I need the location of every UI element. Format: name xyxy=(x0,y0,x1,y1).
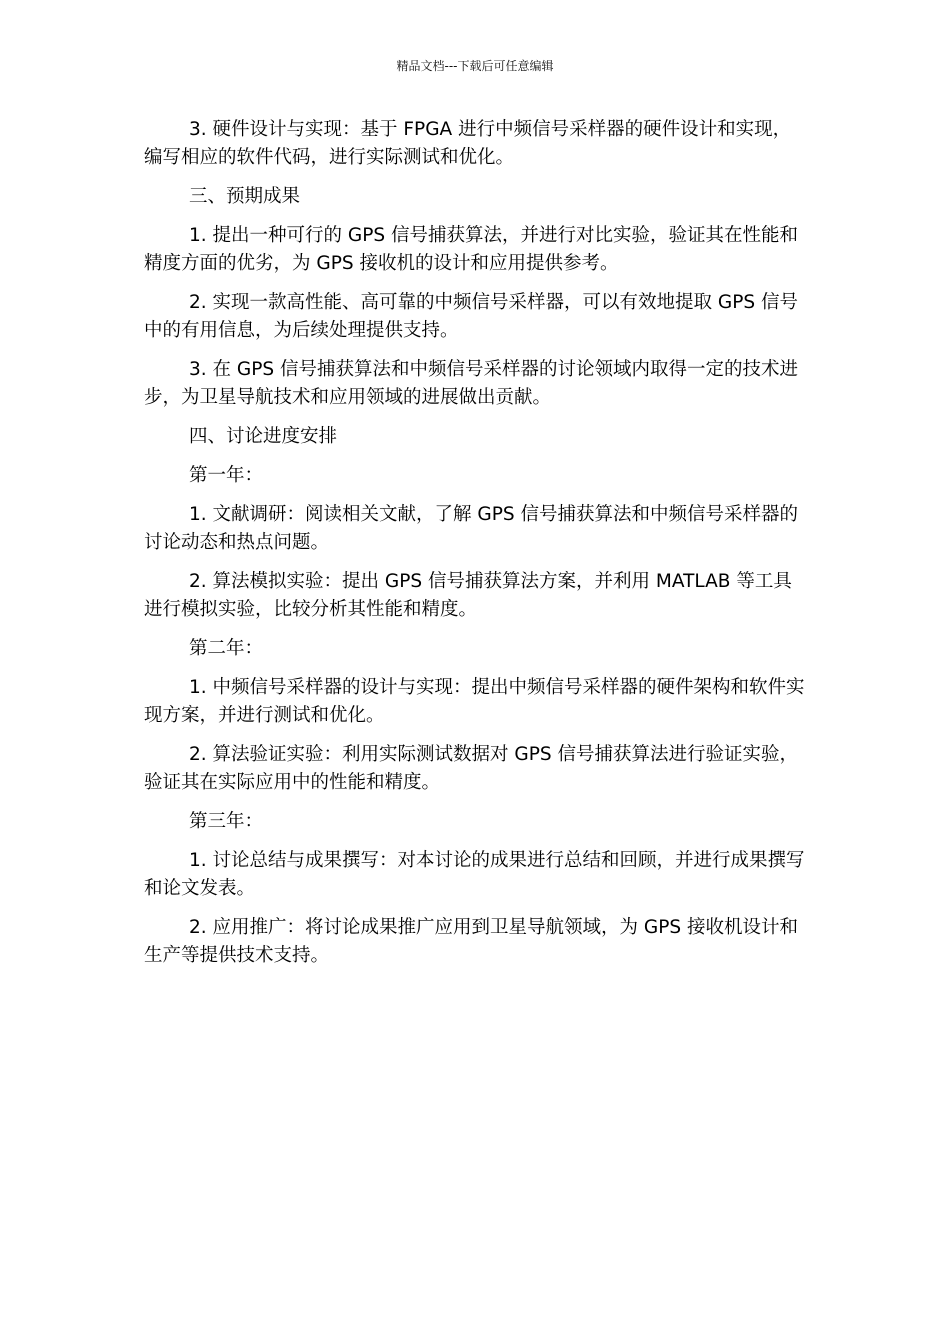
heading-year-one: 第一年： xyxy=(189,465,264,486)
paragraph-hardware-design: 3. 硬件设计与实现：基于 FPGA 进行中频信号采样器的硬件设计和实现，编写相应的软件代码，进行实际测试和优化。 xyxy=(144,119,792,168)
paragraph-year-three-item-2: 2. 应用推广：将讨论成果推广应用到卫星导航领域，为 GPS 接收机设计和生产等提供技术支持。 xyxy=(144,917,799,966)
heading-year-two: 第二年： xyxy=(189,638,264,659)
paragraph-year-two-item-1: 1. 中频信号采样器的设计与实现：提出中频信号采样器的硬件架构和软件实现方案，并进行测试和优化。 xyxy=(144,677,805,726)
paragraph-result-1: 1. 提出一种可行的 GPS 信号捕获算法，并进行对比实验，验证其在性能和精度方面的优劣，为 GPS 接收机的设计和应用提供参考。 xyxy=(144,225,799,274)
page-header-note: 精品文档---下载后可任意编辑 xyxy=(396,59,554,73)
heading-year-three: 第三年： xyxy=(189,811,264,832)
heading-expected-results: 三、预期成果 xyxy=(189,186,301,207)
paragraph-result-2: 2. 实现一款高性能、高可靠的中频信号采样器，可以有效地提取 GPS 信号中的有用信息，为后续处理提供支持。 xyxy=(144,292,799,341)
paragraph-year-one-item-2: 2. 算法模拟实验：提出 GPS 信号捕获算法方案，并利用 MATLAB 等工具进行模拟实验，比较分析其性能和精度。 xyxy=(144,571,792,620)
paragraph-year-two-item-2: 2. 算法验证实验：利用实际测试数据对 GPS 信号捕获算法进行验证实验，验证其在实际应用中的性能和精度。 xyxy=(144,744,799,793)
heading-schedule: 四、讨论进度安排 xyxy=(189,426,338,447)
paragraph-result-3: 3. 在 GPS 信号捕获算法和中频信号采样器的讨论领域内取得一定的技术进步，为卫星导航技术和应用领域的进展做出贡献。 xyxy=(144,359,799,408)
paragraph-year-one-item-1: 1. 文献调研：阅读相关文献，了解 GPS 信号捕获算法和中频信号采样器的讨论动态和热点问题。 xyxy=(144,504,799,553)
paragraph-year-three-item-1: 1. 讨论总结与成果撰写：对本讨论的成果进行总结和回顾，并进行成果撰写和论文发表。 xyxy=(144,850,805,899)
document-body xyxy=(144,116,808,981)
